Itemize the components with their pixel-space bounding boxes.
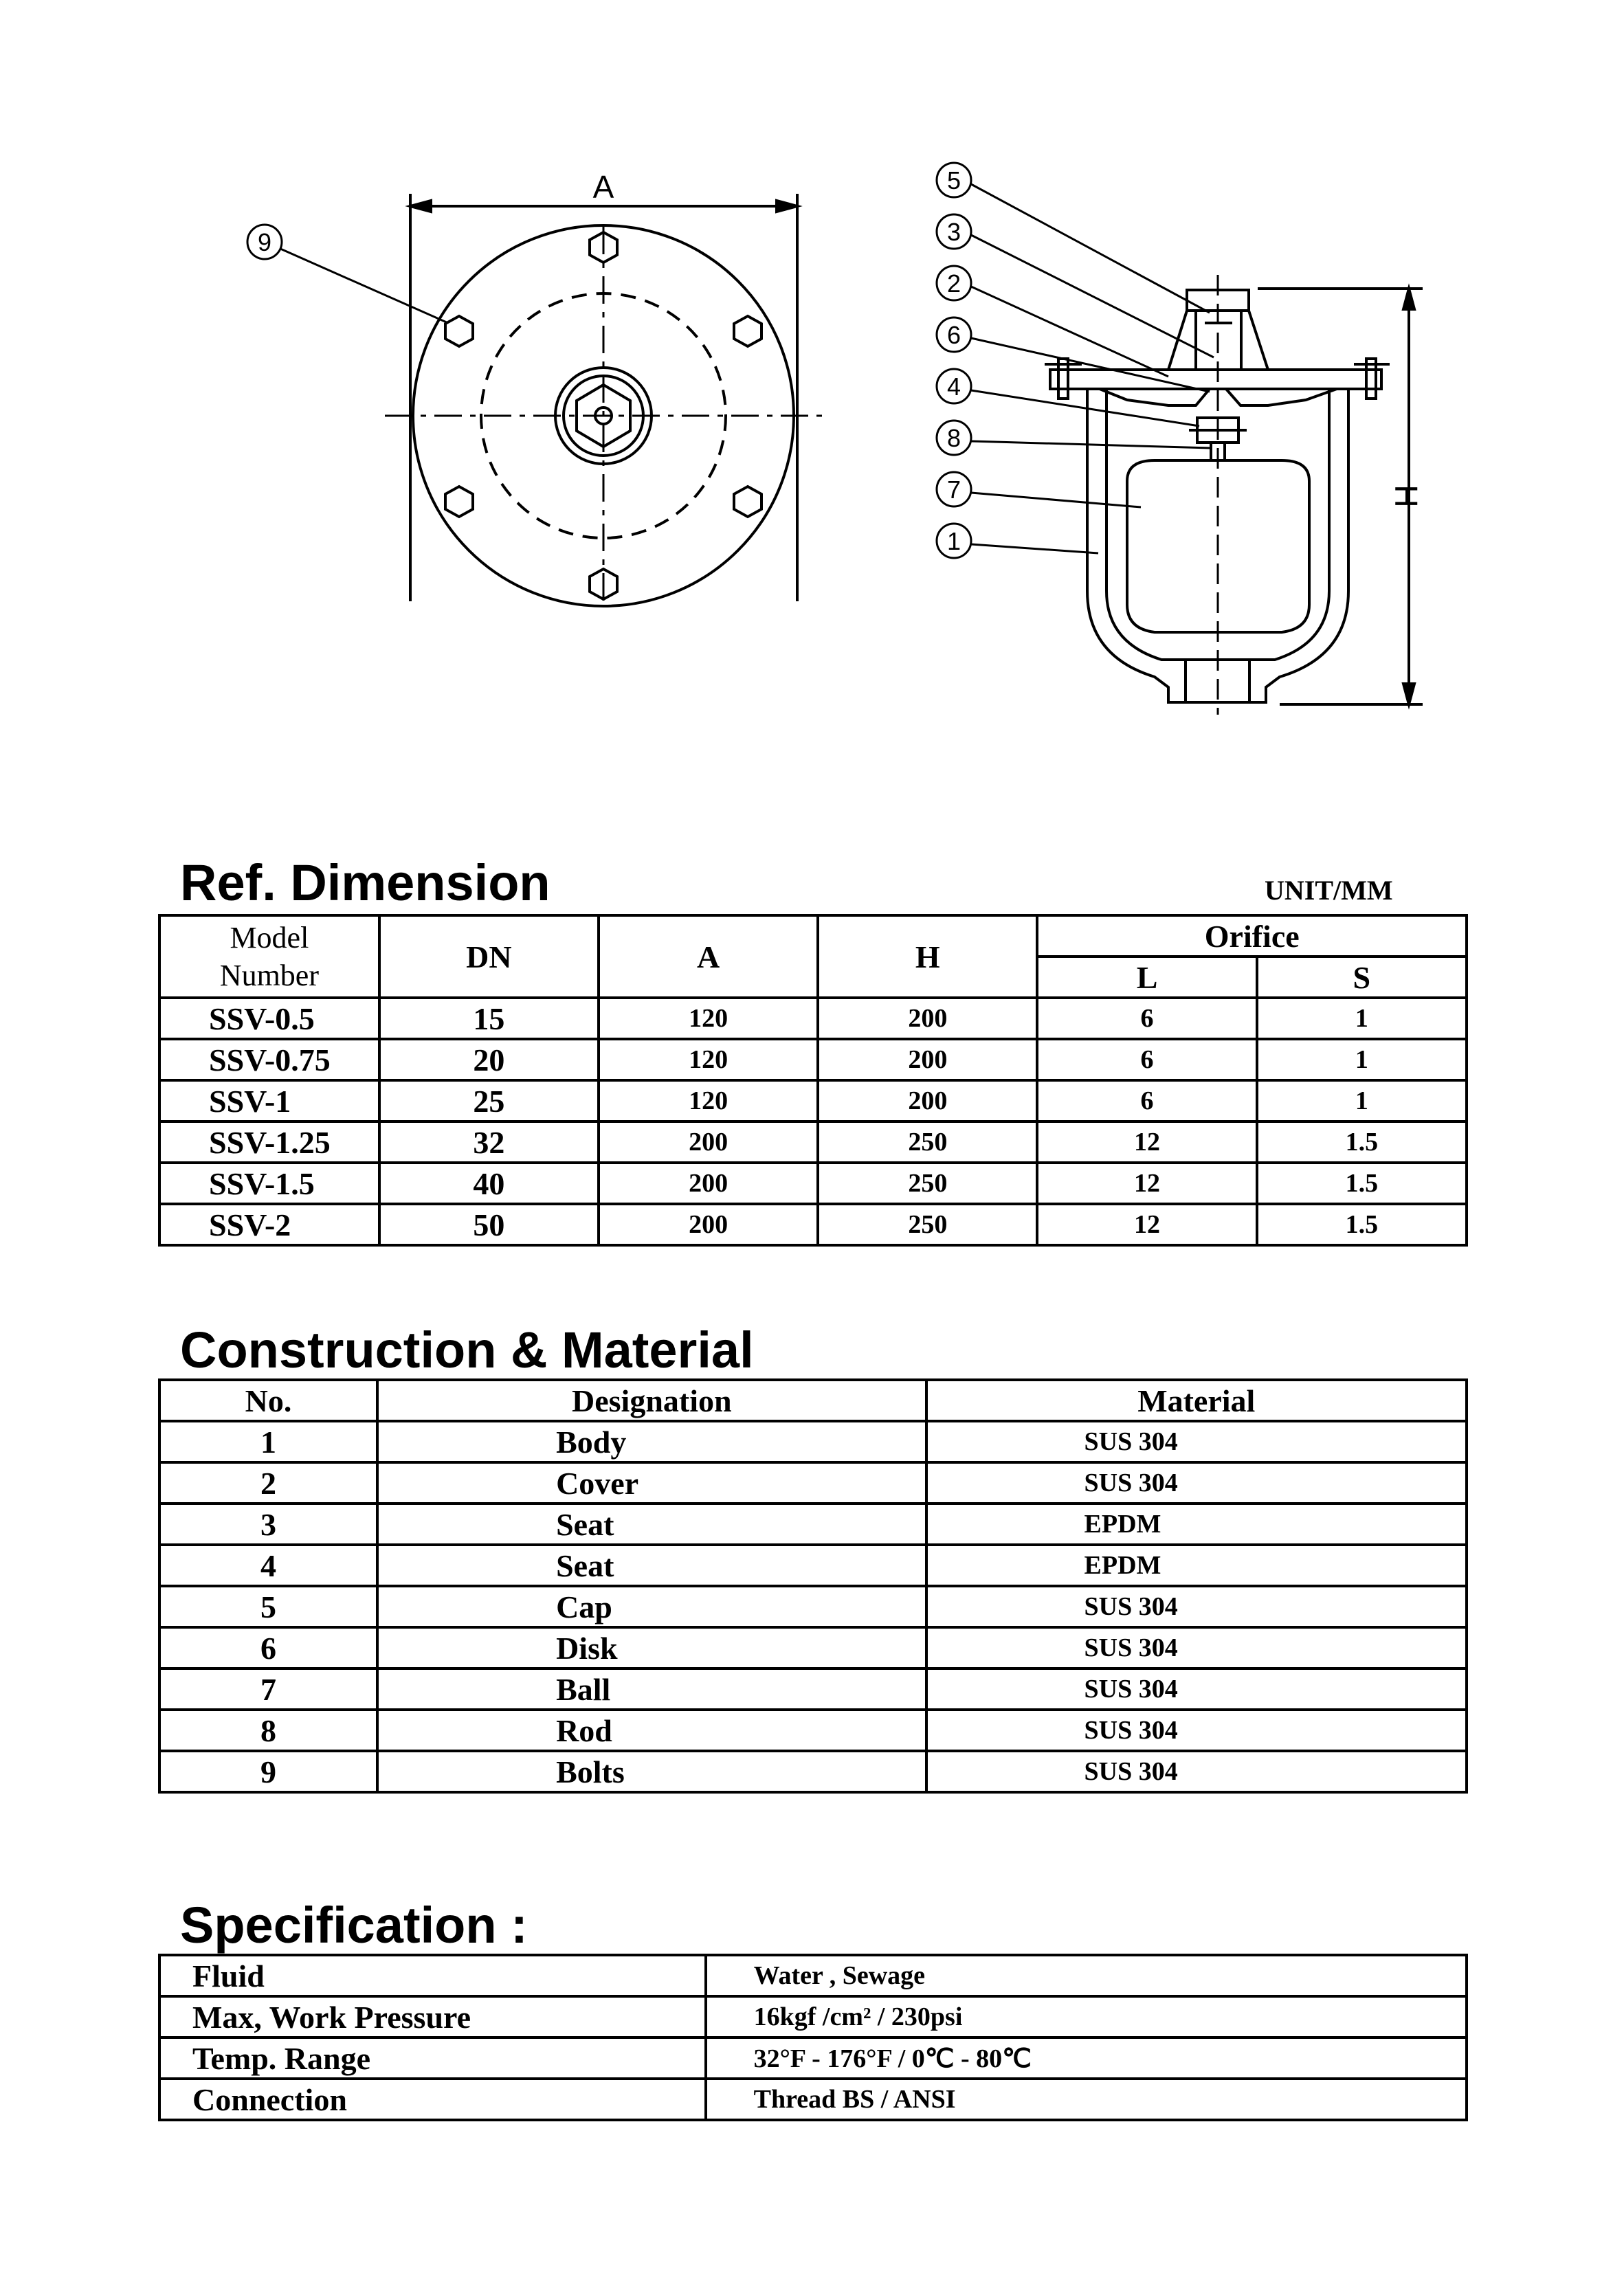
table-row xyxy=(159,1668,1467,1710)
table-row xyxy=(159,1121,1467,1163)
table-row xyxy=(159,1751,1467,1792)
cell-model: SSV-0.75 xyxy=(159,1039,379,1080)
cell-s: 1 xyxy=(1257,998,1467,1039)
cell-no: 8 xyxy=(159,1710,377,1751)
cell-no: 5 xyxy=(159,1586,377,1627)
table-row xyxy=(159,1204,1467,1245)
cell-no: 2 xyxy=(159,1462,377,1504)
table-row xyxy=(159,1996,1467,2037)
header-l: L xyxy=(1037,957,1256,998)
cell-designation: Ball xyxy=(377,1668,926,1710)
table-row xyxy=(159,1163,1467,1204)
table-row xyxy=(159,998,1467,1039)
cell-s: 1.5 xyxy=(1257,1204,1467,1245)
cell-a: 200 xyxy=(599,1163,818,1204)
cell-designation: Cap xyxy=(377,1586,926,1627)
valve-side-section xyxy=(971,184,1423,715)
balloon-1-label: 1 xyxy=(946,527,961,555)
dim-a-label: A xyxy=(592,169,614,205)
cell-no: 3 xyxy=(159,1504,377,1545)
header-material: Material xyxy=(926,1380,1467,1421)
specification-table xyxy=(158,1954,1468,2121)
balloon-3-label: 3 xyxy=(946,218,961,246)
cell-no: 6 xyxy=(159,1627,377,1668)
cell-s: 1 xyxy=(1257,1080,1467,1121)
cell-h: 250 xyxy=(818,1204,1037,1245)
cell-l: 6 xyxy=(1037,998,1256,1039)
spec-value-temp: 32°F - 176°F / 0℃ - 80℃ xyxy=(706,2037,1467,2079)
header-s: S xyxy=(1257,957,1467,998)
table-row xyxy=(159,1462,1467,1504)
cell-model: SSV-1.5 xyxy=(159,1163,379,1204)
header-designation: Designation xyxy=(377,1380,926,1421)
cell-designation: Cover xyxy=(377,1462,926,1504)
valve-technical-drawing xyxy=(0,0,1624,790)
table-row xyxy=(159,1627,1467,1668)
balloon-7-label: 7 xyxy=(946,476,961,504)
spec-label-pressure: Max, Work Pressure xyxy=(159,1996,706,2037)
cell-designation: Bolts xyxy=(377,1751,926,1792)
cell-designation: Seat xyxy=(377,1545,926,1586)
cell-a: 200 xyxy=(599,1121,818,1163)
header-h: H xyxy=(818,915,1037,998)
spec-value-pressure: 16kgf /cm² / 230psi xyxy=(706,1996,1467,2037)
cell-h: 250 xyxy=(818,1163,1037,1204)
cell-material: SUS 304 xyxy=(926,1627,1467,1668)
cell-material: SUS 304 xyxy=(926,1668,1467,1710)
cell-a: 120 xyxy=(599,1039,818,1080)
cell-a: 120 xyxy=(599,1080,818,1121)
balloon-5-label: 5 xyxy=(946,166,961,194)
cell-model: SSV-2 xyxy=(159,1204,379,1245)
cell-no: 9 xyxy=(159,1751,377,1792)
table-row xyxy=(159,1955,1467,1996)
spec-label-temp: Temp. Range xyxy=(159,2037,706,2079)
table-row xyxy=(159,1421,1467,1462)
cell-material: EPDM xyxy=(926,1545,1467,1586)
cell-designation: Rod xyxy=(377,1710,926,1751)
cell-l: 12 xyxy=(1037,1163,1256,1204)
table-row xyxy=(159,1710,1467,1751)
cell-model: SSV-1.25 xyxy=(159,1121,379,1163)
cell-dn: 50 xyxy=(379,1204,599,1245)
cell-material: SUS 304 xyxy=(926,1586,1467,1627)
cell-h: 250 xyxy=(818,1121,1037,1163)
cell-l: 12 xyxy=(1037,1121,1256,1163)
cell-designation: Seat xyxy=(377,1504,926,1545)
cell-h: 200 xyxy=(818,998,1037,1039)
cell-h: 200 xyxy=(818,1039,1037,1080)
table-row xyxy=(159,1504,1467,1545)
table-row xyxy=(159,1545,1467,1586)
header-no: No. xyxy=(159,1380,377,1421)
cell-a: 120 xyxy=(599,998,818,1039)
balloon-8-label: 8 xyxy=(946,424,961,452)
cell-material: SUS 304 xyxy=(926,1421,1467,1462)
balloon-6-label: 6 xyxy=(946,321,961,349)
cell-dn: 40 xyxy=(379,1163,599,1204)
cell-s: 1.5 xyxy=(1257,1121,1467,1163)
ref-dimension-table xyxy=(158,914,1468,1247)
header-model: Model xyxy=(230,921,309,954)
cell-no: 7 xyxy=(159,1668,377,1710)
table-row xyxy=(159,1586,1467,1627)
cell-s: 1.5 xyxy=(1257,1163,1467,1204)
cell-no: 1 xyxy=(159,1421,377,1462)
header-model-number xyxy=(159,915,379,998)
cell-model: SSV-0.5 xyxy=(159,998,379,1039)
cell-l: 12 xyxy=(1037,1204,1256,1245)
construction-title: Construction & Material xyxy=(180,1321,754,1378)
cell-h: 200 xyxy=(818,1080,1037,1121)
cell-dn: 15 xyxy=(379,998,599,1039)
ref-dimension-title: Ref. Dimension xyxy=(180,854,550,911)
cell-l: 6 xyxy=(1037,1039,1256,1080)
spec-value-connection: Thread BS / ANSI xyxy=(706,2079,1467,2120)
cell-dn: 25 xyxy=(379,1080,599,1121)
specification-title: Specification : xyxy=(180,1897,528,1954)
cell-dn: 20 xyxy=(379,1039,599,1080)
cell-material: SUS 304 xyxy=(926,1751,1467,1792)
cell-dn: 32 xyxy=(379,1121,599,1163)
spec-value-fluid: Water , Sewage xyxy=(706,1955,1467,1996)
cell-l: 6 xyxy=(1037,1080,1256,1121)
cell-no: 4 xyxy=(159,1545,377,1586)
cell-s: 1 xyxy=(1257,1039,1467,1080)
cell-material: EPDM xyxy=(926,1504,1467,1545)
unit-label: UNIT/MM xyxy=(1265,875,1393,906)
header-a: A xyxy=(599,915,818,998)
table-row xyxy=(159,1080,1467,1121)
cell-designation: Disk xyxy=(377,1627,926,1668)
dim-h-label: H xyxy=(1388,484,1424,508)
balloon-9-label: 9 xyxy=(257,228,272,256)
flange-top-view xyxy=(280,194,825,606)
table-row xyxy=(159,1039,1467,1080)
cell-model: SSV-1 xyxy=(159,1080,379,1121)
cell-a: 200 xyxy=(599,1204,818,1245)
balloon-4-label: 4 xyxy=(946,372,961,401)
table-row xyxy=(159,2079,1467,2120)
construction-table xyxy=(158,1378,1468,1794)
cell-material: SUS 304 xyxy=(926,1710,1467,1751)
header-number: Number xyxy=(219,959,319,992)
spec-label-connection: Connection xyxy=(159,2079,706,2120)
balloon-2-label: 2 xyxy=(946,269,961,298)
table-row xyxy=(159,2037,1467,2079)
cell-material: SUS 304 xyxy=(926,1462,1467,1504)
cell-designation: Body xyxy=(377,1421,926,1462)
header-dn: DN xyxy=(379,915,599,998)
spec-label-fluid: Fluid xyxy=(159,1955,706,1996)
header-orifice: Orifice xyxy=(1037,915,1467,957)
